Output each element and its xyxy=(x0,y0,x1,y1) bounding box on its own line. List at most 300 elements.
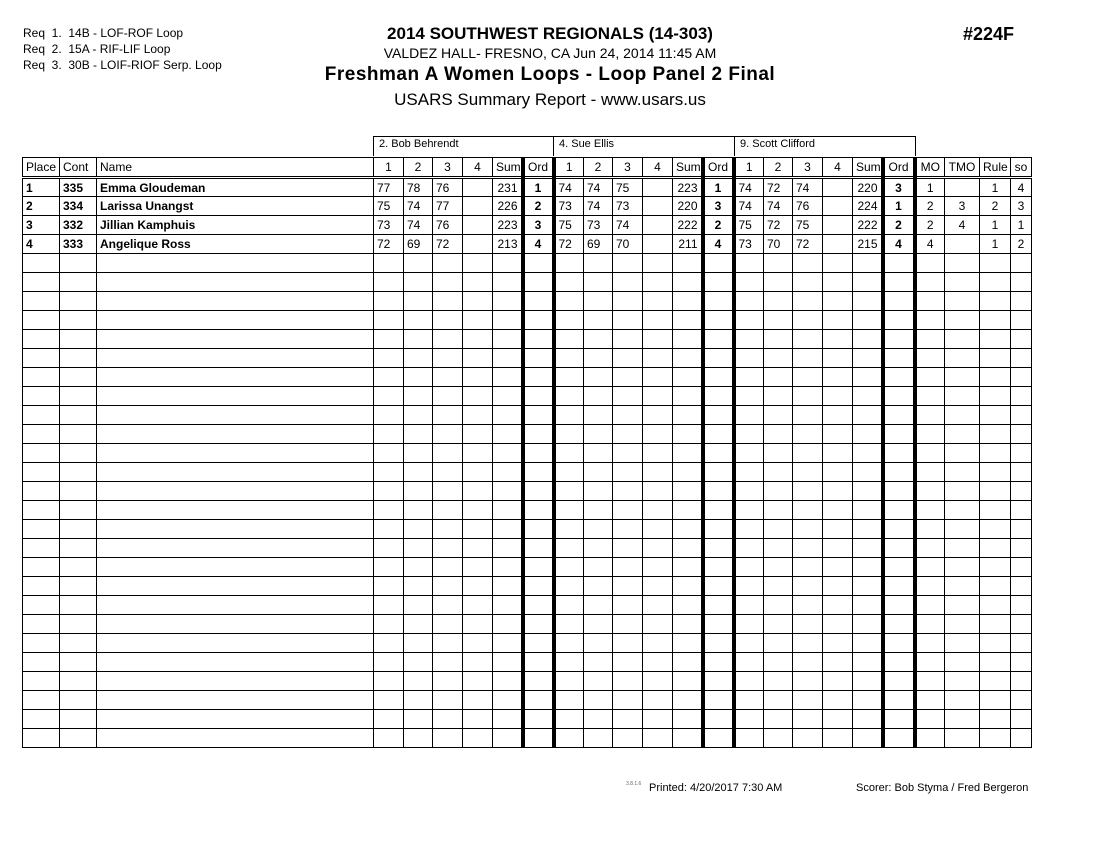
empty-cell xyxy=(97,406,374,425)
empty-cell xyxy=(554,672,584,691)
empty-cell xyxy=(493,577,523,596)
empty-cell xyxy=(493,710,523,729)
empty-cell xyxy=(433,311,463,330)
judge-header-2: 4. Sue Ellis xyxy=(553,136,735,156)
empty-cell xyxy=(584,425,613,444)
empty-cell xyxy=(60,615,97,634)
empty-cell xyxy=(463,558,493,577)
empty-cell xyxy=(404,710,433,729)
requirement-2: Req 2. 15A - RIF-LIF Loop xyxy=(23,42,171,56)
empty-cell xyxy=(793,672,823,691)
empty-cell xyxy=(1011,292,1032,311)
empty-cell xyxy=(23,273,60,292)
empty-cell xyxy=(523,349,554,368)
score-cell: 72 xyxy=(764,216,793,235)
score-cell: 72 xyxy=(374,235,404,254)
empty-cell xyxy=(1011,482,1032,501)
empty-cell xyxy=(980,691,1011,710)
empty-cell xyxy=(374,691,404,710)
empty-cell xyxy=(433,406,463,425)
empty-cell xyxy=(915,691,945,710)
empty-cell xyxy=(945,273,980,292)
empty-cell xyxy=(1011,558,1032,577)
empty-cell xyxy=(60,292,97,311)
empty-cell xyxy=(915,292,945,311)
empty-cell xyxy=(980,558,1011,577)
empty-cell xyxy=(703,691,734,710)
empty-cell xyxy=(673,254,703,273)
cont-cell: 333 xyxy=(60,235,97,254)
empty-cell xyxy=(493,539,523,558)
empty-row xyxy=(23,577,1032,596)
empty-cell xyxy=(823,406,853,425)
empty-row xyxy=(23,482,1032,501)
empty-row xyxy=(23,672,1032,691)
empty-cell xyxy=(643,634,673,653)
score-cell: 73 xyxy=(374,216,404,235)
empty-cell xyxy=(793,292,823,311)
empty-cell xyxy=(853,615,883,634)
empty-cell xyxy=(493,482,523,501)
empty-cell xyxy=(980,425,1011,444)
sum-cell: 213 xyxy=(493,235,523,254)
empty-cell xyxy=(584,482,613,501)
empty-cell xyxy=(60,501,97,520)
empty-cell xyxy=(853,444,883,463)
rule-cell: 1 xyxy=(980,216,1011,235)
mo-cell: 2 xyxy=(915,216,945,235)
empty-cell xyxy=(493,558,523,577)
empty-cell xyxy=(463,653,493,672)
empty-cell xyxy=(97,463,374,482)
empty-cell xyxy=(823,596,853,615)
empty-cell xyxy=(673,444,703,463)
empty-cell xyxy=(554,406,584,425)
empty-cell xyxy=(60,729,97,748)
score-cell: 74 xyxy=(734,178,764,197)
empty-cell xyxy=(643,501,673,520)
empty-cell xyxy=(883,349,915,368)
score-cell: 75 xyxy=(374,197,404,216)
score-cell: 77 xyxy=(433,197,463,216)
judge-header-1: 2. Bob Behrendt xyxy=(373,136,554,156)
empty-cell xyxy=(883,425,915,444)
rule-cell: 1 xyxy=(980,235,1011,254)
empty-cell xyxy=(764,634,793,653)
empty-cell xyxy=(1011,729,1032,748)
empty-cell xyxy=(374,729,404,748)
empty-cell xyxy=(853,482,883,501)
empty-cell xyxy=(883,482,915,501)
empty-cell xyxy=(584,254,613,273)
empty-cell xyxy=(643,691,673,710)
empty-cell xyxy=(823,292,853,311)
empty-cell xyxy=(673,615,703,634)
empty-cell xyxy=(980,387,1011,406)
score-cell: 74 xyxy=(613,216,643,235)
empty-cell xyxy=(703,387,734,406)
empty-cell xyxy=(643,368,673,387)
score-cell: 74 xyxy=(584,197,613,216)
empty-cell xyxy=(980,615,1011,634)
printed-timestamp: Printed: 4/20/2017 7:30 AM xyxy=(649,782,783,794)
ord-cell: 3 xyxy=(883,178,915,197)
empty-cell xyxy=(554,482,584,501)
empty-cell xyxy=(523,273,554,292)
empty-cell xyxy=(980,672,1011,691)
empty-cell xyxy=(584,387,613,406)
empty-cell xyxy=(945,482,980,501)
empty-cell xyxy=(764,463,793,482)
empty-cell xyxy=(643,653,673,672)
empty-cell xyxy=(915,577,945,596)
so-cell: 1 xyxy=(1011,216,1032,235)
empty-cell xyxy=(980,330,1011,349)
judge-header-3: 9. Scott Clifford xyxy=(734,136,916,156)
sum-cell: 224 xyxy=(853,197,883,216)
empty-cell xyxy=(764,273,793,292)
venue-datetime: VALDEZ HALL- FRESNO, CA Jun 24, 2014 11:45 AM xyxy=(383,45,717,61)
ord-cell: 4 xyxy=(523,235,554,254)
sum-cell: 220 xyxy=(853,178,883,197)
empty-cell xyxy=(883,729,915,748)
empty-row xyxy=(23,596,1032,615)
score-cell: 73 xyxy=(613,197,643,216)
empty-cell xyxy=(584,539,613,558)
empty-cell xyxy=(734,539,764,558)
col-so: so xyxy=(1011,158,1032,178)
empty-row xyxy=(23,425,1032,444)
empty-cell xyxy=(853,672,883,691)
empty-cell xyxy=(734,368,764,387)
empty-cell xyxy=(554,368,584,387)
empty-cell xyxy=(493,368,523,387)
empty-cell xyxy=(433,387,463,406)
empty-cell xyxy=(374,368,404,387)
empty-cell xyxy=(463,539,493,558)
empty-cell xyxy=(463,729,493,748)
empty-cell xyxy=(1011,539,1032,558)
sum-cell: 211 xyxy=(673,235,703,254)
empty-cell xyxy=(915,558,945,577)
score-cell: 72 xyxy=(554,235,584,254)
empty-row xyxy=(23,349,1032,368)
empty-cell xyxy=(883,368,915,387)
empty-cell xyxy=(853,577,883,596)
empty-cell xyxy=(554,330,584,349)
so-cell: 2 xyxy=(1011,235,1032,254)
empty-cell xyxy=(613,539,643,558)
empty-row xyxy=(23,273,1032,292)
empty-cell xyxy=(853,729,883,748)
empty-cell xyxy=(374,273,404,292)
empty-cell xyxy=(915,425,945,444)
requirement-3: Req 3. 30B - LOIF-RIOF Serp. Loop xyxy=(23,58,222,72)
empty-cell xyxy=(673,577,703,596)
empty-cell xyxy=(980,729,1011,748)
empty-cell xyxy=(945,710,980,729)
score-cell xyxy=(823,197,853,216)
empty-cell xyxy=(584,311,613,330)
empty-cell xyxy=(1011,691,1032,710)
empty-cell xyxy=(60,254,97,273)
empty-cell xyxy=(764,349,793,368)
empty-cell xyxy=(643,482,673,501)
empty-cell xyxy=(853,273,883,292)
empty-cell xyxy=(433,520,463,539)
empty-cell xyxy=(643,710,673,729)
empty-cell xyxy=(463,634,493,653)
table-row xyxy=(23,178,1032,197)
empty-cell xyxy=(463,615,493,634)
requirement-1: Req 1. 14B - LOF-ROF Loop xyxy=(23,26,184,40)
empty-cell xyxy=(915,387,945,406)
empty-cell xyxy=(374,349,404,368)
empty-cell xyxy=(97,672,374,691)
empty-cell xyxy=(613,425,643,444)
empty-cell xyxy=(643,520,673,539)
empty-cell xyxy=(584,596,613,615)
empty-cell xyxy=(23,539,60,558)
ord-cell: 1 xyxy=(883,197,915,216)
empty-cell xyxy=(404,520,433,539)
empty-cell xyxy=(945,311,980,330)
empty-cell xyxy=(883,330,915,349)
empty-cell xyxy=(980,368,1011,387)
empty-cell xyxy=(945,539,980,558)
empty-cell xyxy=(613,406,643,425)
empty-cell xyxy=(673,558,703,577)
empty-cell xyxy=(1011,710,1032,729)
table-row xyxy=(23,216,1032,235)
empty-cell xyxy=(823,539,853,558)
empty-cell xyxy=(980,482,1011,501)
empty-cell xyxy=(60,368,97,387)
empty-cell xyxy=(97,501,374,520)
empty-cell xyxy=(60,653,97,672)
scorer-label: Scorer: Bob Styma / Fred Bergeron xyxy=(856,782,1029,794)
score-cell: 72 xyxy=(433,235,463,254)
empty-cell xyxy=(883,273,915,292)
empty-cell xyxy=(584,691,613,710)
empty-row xyxy=(23,463,1032,482)
empty-cell xyxy=(764,254,793,273)
empty-cell xyxy=(554,387,584,406)
empty-cell xyxy=(945,330,980,349)
empty-cell xyxy=(97,596,374,615)
empty-cell xyxy=(97,634,374,653)
empty-row xyxy=(23,653,1032,672)
empty-cell xyxy=(613,729,643,748)
empty-cell xyxy=(613,387,643,406)
empty-cell xyxy=(584,615,613,634)
empty-cell xyxy=(584,330,613,349)
sum-cell: 223 xyxy=(493,216,523,235)
empty-cell xyxy=(764,387,793,406)
empty-cell xyxy=(97,691,374,710)
empty-cell xyxy=(823,425,853,444)
empty-cell xyxy=(1011,311,1032,330)
empty-cell xyxy=(554,691,584,710)
col-score-1: 1 xyxy=(554,158,584,178)
empty-cell xyxy=(703,710,734,729)
col-score-4: 4 xyxy=(463,158,493,178)
empty-cell xyxy=(734,311,764,330)
empty-cell xyxy=(523,425,554,444)
empty-cell xyxy=(493,292,523,311)
empty-cell xyxy=(764,710,793,729)
empty-cell xyxy=(404,558,433,577)
empty-cell xyxy=(980,653,1011,672)
empty-cell xyxy=(980,463,1011,482)
empty-cell xyxy=(554,501,584,520)
empty-cell xyxy=(945,577,980,596)
empty-cell xyxy=(584,292,613,311)
empty-row xyxy=(23,710,1032,729)
place-cell: 3 xyxy=(23,216,60,235)
empty-cell xyxy=(613,330,643,349)
empty-cell xyxy=(703,482,734,501)
empty-cell xyxy=(915,596,945,615)
empty-cell xyxy=(613,615,643,634)
empty-cell xyxy=(1011,463,1032,482)
empty-cell xyxy=(883,596,915,615)
empty-cell xyxy=(673,634,703,653)
empty-cell xyxy=(734,634,764,653)
name-cell: Jillian Kamphuis xyxy=(97,216,374,235)
ord-cell: 3 xyxy=(703,197,734,216)
empty-cell xyxy=(613,292,643,311)
empty-cell xyxy=(853,691,883,710)
empty-cell xyxy=(523,330,554,349)
empty-cell xyxy=(703,463,734,482)
score-cell xyxy=(463,197,493,216)
score-cell xyxy=(643,178,673,197)
place-cell: 1 xyxy=(23,178,60,197)
empty-cell xyxy=(915,254,945,273)
score-cell xyxy=(643,235,673,254)
empty-cell xyxy=(23,425,60,444)
empty-cell xyxy=(404,273,433,292)
empty-cell xyxy=(613,558,643,577)
empty-cell xyxy=(433,292,463,311)
tmo-cell: 4 xyxy=(945,216,980,235)
name-cell: Larissa Unangst xyxy=(97,197,374,216)
empty-row xyxy=(23,311,1032,330)
empty-row xyxy=(23,520,1032,539)
empty-cell xyxy=(463,672,493,691)
empty-cell xyxy=(374,577,404,596)
empty-cell xyxy=(493,463,523,482)
empty-cell xyxy=(823,254,853,273)
empty-cell xyxy=(493,596,523,615)
empty-cell xyxy=(823,387,853,406)
name-cell: Emma Gloudeman xyxy=(97,178,374,197)
empty-cell xyxy=(945,425,980,444)
empty-cell xyxy=(613,368,643,387)
empty-cell xyxy=(60,596,97,615)
empty-cell xyxy=(404,539,433,558)
mo-cell: 1 xyxy=(915,178,945,197)
empty-cell xyxy=(1011,501,1032,520)
score-cell: 78 xyxy=(404,178,433,197)
empty-cell xyxy=(23,463,60,482)
score-cell: 76 xyxy=(793,197,823,216)
score-cell: 69 xyxy=(584,235,613,254)
empty-cell xyxy=(1011,368,1032,387)
ord-cell: 3 xyxy=(523,216,554,235)
empty-cell xyxy=(853,710,883,729)
empty-cell xyxy=(883,501,915,520)
empty-cell xyxy=(554,425,584,444)
empty-cell xyxy=(613,634,643,653)
empty-cell xyxy=(374,710,404,729)
empty-cell xyxy=(523,615,554,634)
empty-cell xyxy=(463,387,493,406)
empty-cell xyxy=(97,387,374,406)
empty-cell xyxy=(97,558,374,577)
empty-cell xyxy=(643,577,673,596)
empty-cell xyxy=(673,520,703,539)
empty-cell xyxy=(1011,653,1032,672)
empty-cell xyxy=(463,292,493,311)
col-ord: Ord xyxy=(703,158,734,178)
empty-cell xyxy=(404,444,433,463)
empty-cell xyxy=(523,672,554,691)
empty-cell xyxy=(764,501,793,520)
empty-cell xyxy=(554,615,584,634)
empty-cell xyxy=(643,463,673,482)
empty-cell xyxy=(883,615,915,634)
empty-cell xyxy=(883,311,915,330)
score-cell: 76 xyxy=(433,178,463,197)
empty-cell xyxy=(734,596,764,615)
empty-cell xyxy=(463,254,493,273)
score-cell: 74 xyxy=(404,216,433,235)
empty-cell xyxy=(793,387,823,406)
empty-cell xyxy=(853,311,883,330)
empty-cell xyxy=(703,539,734,558)
empty-cell xyxy=(433,596,463,615)
empty-row xyxy=(23,444,1032,463)
empty-cell xyxy=(945,406,980,425)
empty-cell xyxy=(23,558,60,577)
empty-cell xyxy=(883,672,915,691)
empty-row xyxy=(23,292,1032,311)
empty-cell xyxy=(523,634,554,653)
empty-row xyxy=(23,634,1032,653)
empty-cell xyxy=(673,691,703,710)
empty-cell xyxy=(554,292,584,311)
empty-cell xyxy=(643,425,673,444)
empty-cell xyxy=(97,444,374,463)
empty-cell xyxy=(980,596,1011,615)
empty-cell xyxy=(523,501,554,520)
empty-cell xyxy=(404,368,433,387)
empty-cell xyxy=(97,349,374,368)
empty-cell xyxy=(404,672,433,691)
empty-cell xyxy=(404,596,433,615)
empty-cell xyxy=(853,368,883,387)
empty-cell xyxy=(374,615,404,634)
empty-cell xyxy=(673,349,703,368)
table-row xyxy=(23,235,1032,254)
score-cell xyxy=(823,235,853,254)
empty-cell xyxy=(793,710,823,729)
empty-cell xyxy=(823,615,853,634)
empty-cell xyxy=(60,710,97,729)
empty-cell xyxy=(764,444,793,463)
